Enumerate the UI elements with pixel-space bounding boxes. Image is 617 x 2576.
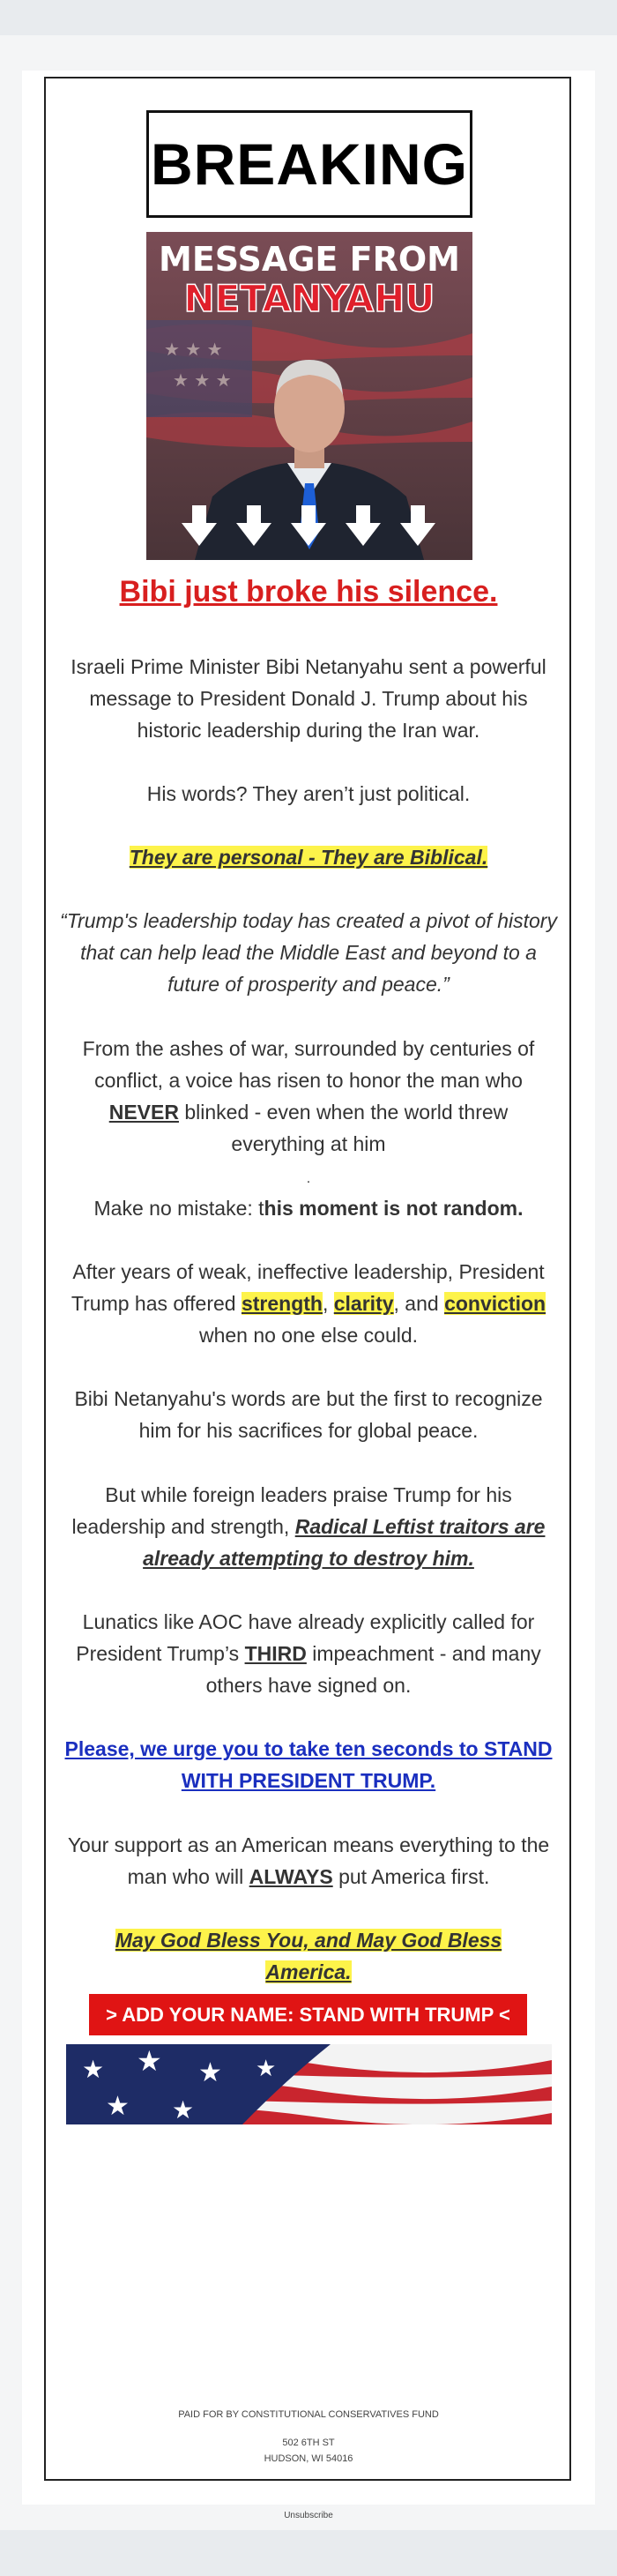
- support-post: put America first.: [332, 1865, 490, 1888]
- weak-pre: After years of weak, ineffective leadership, President Trump has offered: [71, 1260, 545, 1315]
- no-mistake-bold: his moment is not random.: [264, 1197, 524, 1220]
- weak-comma: ,: [322, 1292, 334, 1315]
- strength-highlight: strength: [241, 1292, 323, 1315]
- third-emphasis: THIRD: [244, 1642, 307, 1665]
- hero-image[interactable]: [146, 232, 472, 560]
- no-mistake-line: [60, 1192, 557, 1224]
- flag-graphic: [66, 2044, 552, 2124]
- first-recognize-paragraph: Bibi Netanyahu's words are but the first to recognize him for his sacrifices for global peace.: [74, 1387, 543, 1442]
- clarity-highlight: clarity: [333, 1292, 394, 1315]
- lunatics-pre: Lunatics like AOC have already explicitly called for President Trump’s: [76, 1610, 535, 1665]
- conviction-highlight: conviction: [444, 1292, 546, 1315]
- svg-text:★: ★: [137, 2044, 162, 2078]
- weak-post: when no one else could.: [198, 1324, 419, 1347]
- svg-text:★ ★ ★: ★ ★ ★: [164, 339, 223, 360]
- words-question: His words? They aren’t just political.: [146, 782, 471, 805]
- ashes-dot: .: [306, 1171, 311, 1186]
- personal-biblical-line: [60, 841, 557, 873]
- breaking-banner: [146, 110, 472, 218]
- headline[interactable]: Bibi just broke his silence.: [119, 575, 498, 609]
- intro-paragraph: Israeli Prime Minister Bibi Netanyahu sent a powerful message to President Donald J. Trump about his historic leadership during the Iran war.: [71, 655, 546, 742]
- stand-with-trump-link[interactable]: Please, we urge you to take ten seconds to STAND WITH PRESIDENT TRUMP.: [64, 1737, 553, 1792]
- no-mistake-pre: Make no mistake: t: [93, 1197, 264, 1220]
- foreign-pre: But while foreign leaders praise Trump for his leadership and strength,: [71, 1483, 512, 1538]
- svg-text:★ ★ ★: ★ ★ ★: [173, 370, 232, 391]
- lunatics-post: impeachment - and many others have signed on.: [205, 1642, 541, 1697]
- paid-for-disclaimer: PAID FOR BY CONSTITUTIONAL CONSERVATIVES FUND: [178, 2409, 439, 2420]
- bless-line: [104, 1924, 513, 1988]
- ashes-post: blinked - even when the world threw everything at him: [178, 1101, 509, 1155]
- svg-text:★: ★: [172, 2095, 195, 2124]
- hero-graphic: [146, 232, 472, 560]
- ashes-pre: From the ashes of war, surrounded by centuries of conflict, a voice has risen to honor the man who: [82, 1037, 535, 1092]
- address-line2: HUDSON, WI 54016: [264, 2453, 353, 2464]
- never-emphasis: NEVER: [108, 1101, 179, 1124]
- lunatics-paragraph: [60, 1606, 557, 1701]
- svg-text:★: ★: [256, 2056, 277, 2082]
- hero-line2: NETANYAHU: [183, 277, 435, 320]
- support-pre: Your support as an American means everything to the man who will: [67, 1833, 550, 1888]
- ashes-paragraph: [60, 1033, 557, 1191]
- foreign-leaders-paragraph: [60, 1479, 557, 1574]
- add-your-name-button[interactable]: > ADD YOUR NAME: STAND WITH TRUMP <: [89, 1994, 527, 2035]
- weak-and: , and: [393, 1292, 445, 1315]
- breaking-text: BREAKING: [150, 131, 468, 197]
- svg-text:★: ★: [82, 2055, 105, 2084]
- support-paragraph: [60, 1829, 557, 1893]
- personal-biblical-text: They are personal - They are Biblical.: [129, 846, 488, 869]
- traitors-emphasis: Radical Leftist traitors are already attempting to destroy him.: [143, 1515, 546, 1570]
- bless-text: May God Bless You, and May God Bless America.: [115, 1929, 502, 1983]
- svg-text:★: ★: [106, 2091, 130, 2122]
- netanyahu-quote: “Trump's leadership today has created a pivot of history that can help lead the Middle East and beyond to a future of prosperity and peace.”: [60, 909, 557, 996]
- svg-text:★: ★: [198, 2057, 222, 2088]
- unsubscribe-link[interactable]: Unsubscribe: [284, 2511, 333, 2520]
- address-line1: 502 6TH ST: [282, 2438, 335, 2448]
- urge-paragraph: [60, 1733, 557, 1796]
- always-emphasis: ALWAYS: [249, 1865, 333, 1888]
- flag-banner-image[interactable]: [66, 2044, 552, 2124]
- weak-leadership-paragraph: [60, 1256, 557, 1351]
- hero-line1: MESSAGE FROM: [159, 240, 460, 279]
